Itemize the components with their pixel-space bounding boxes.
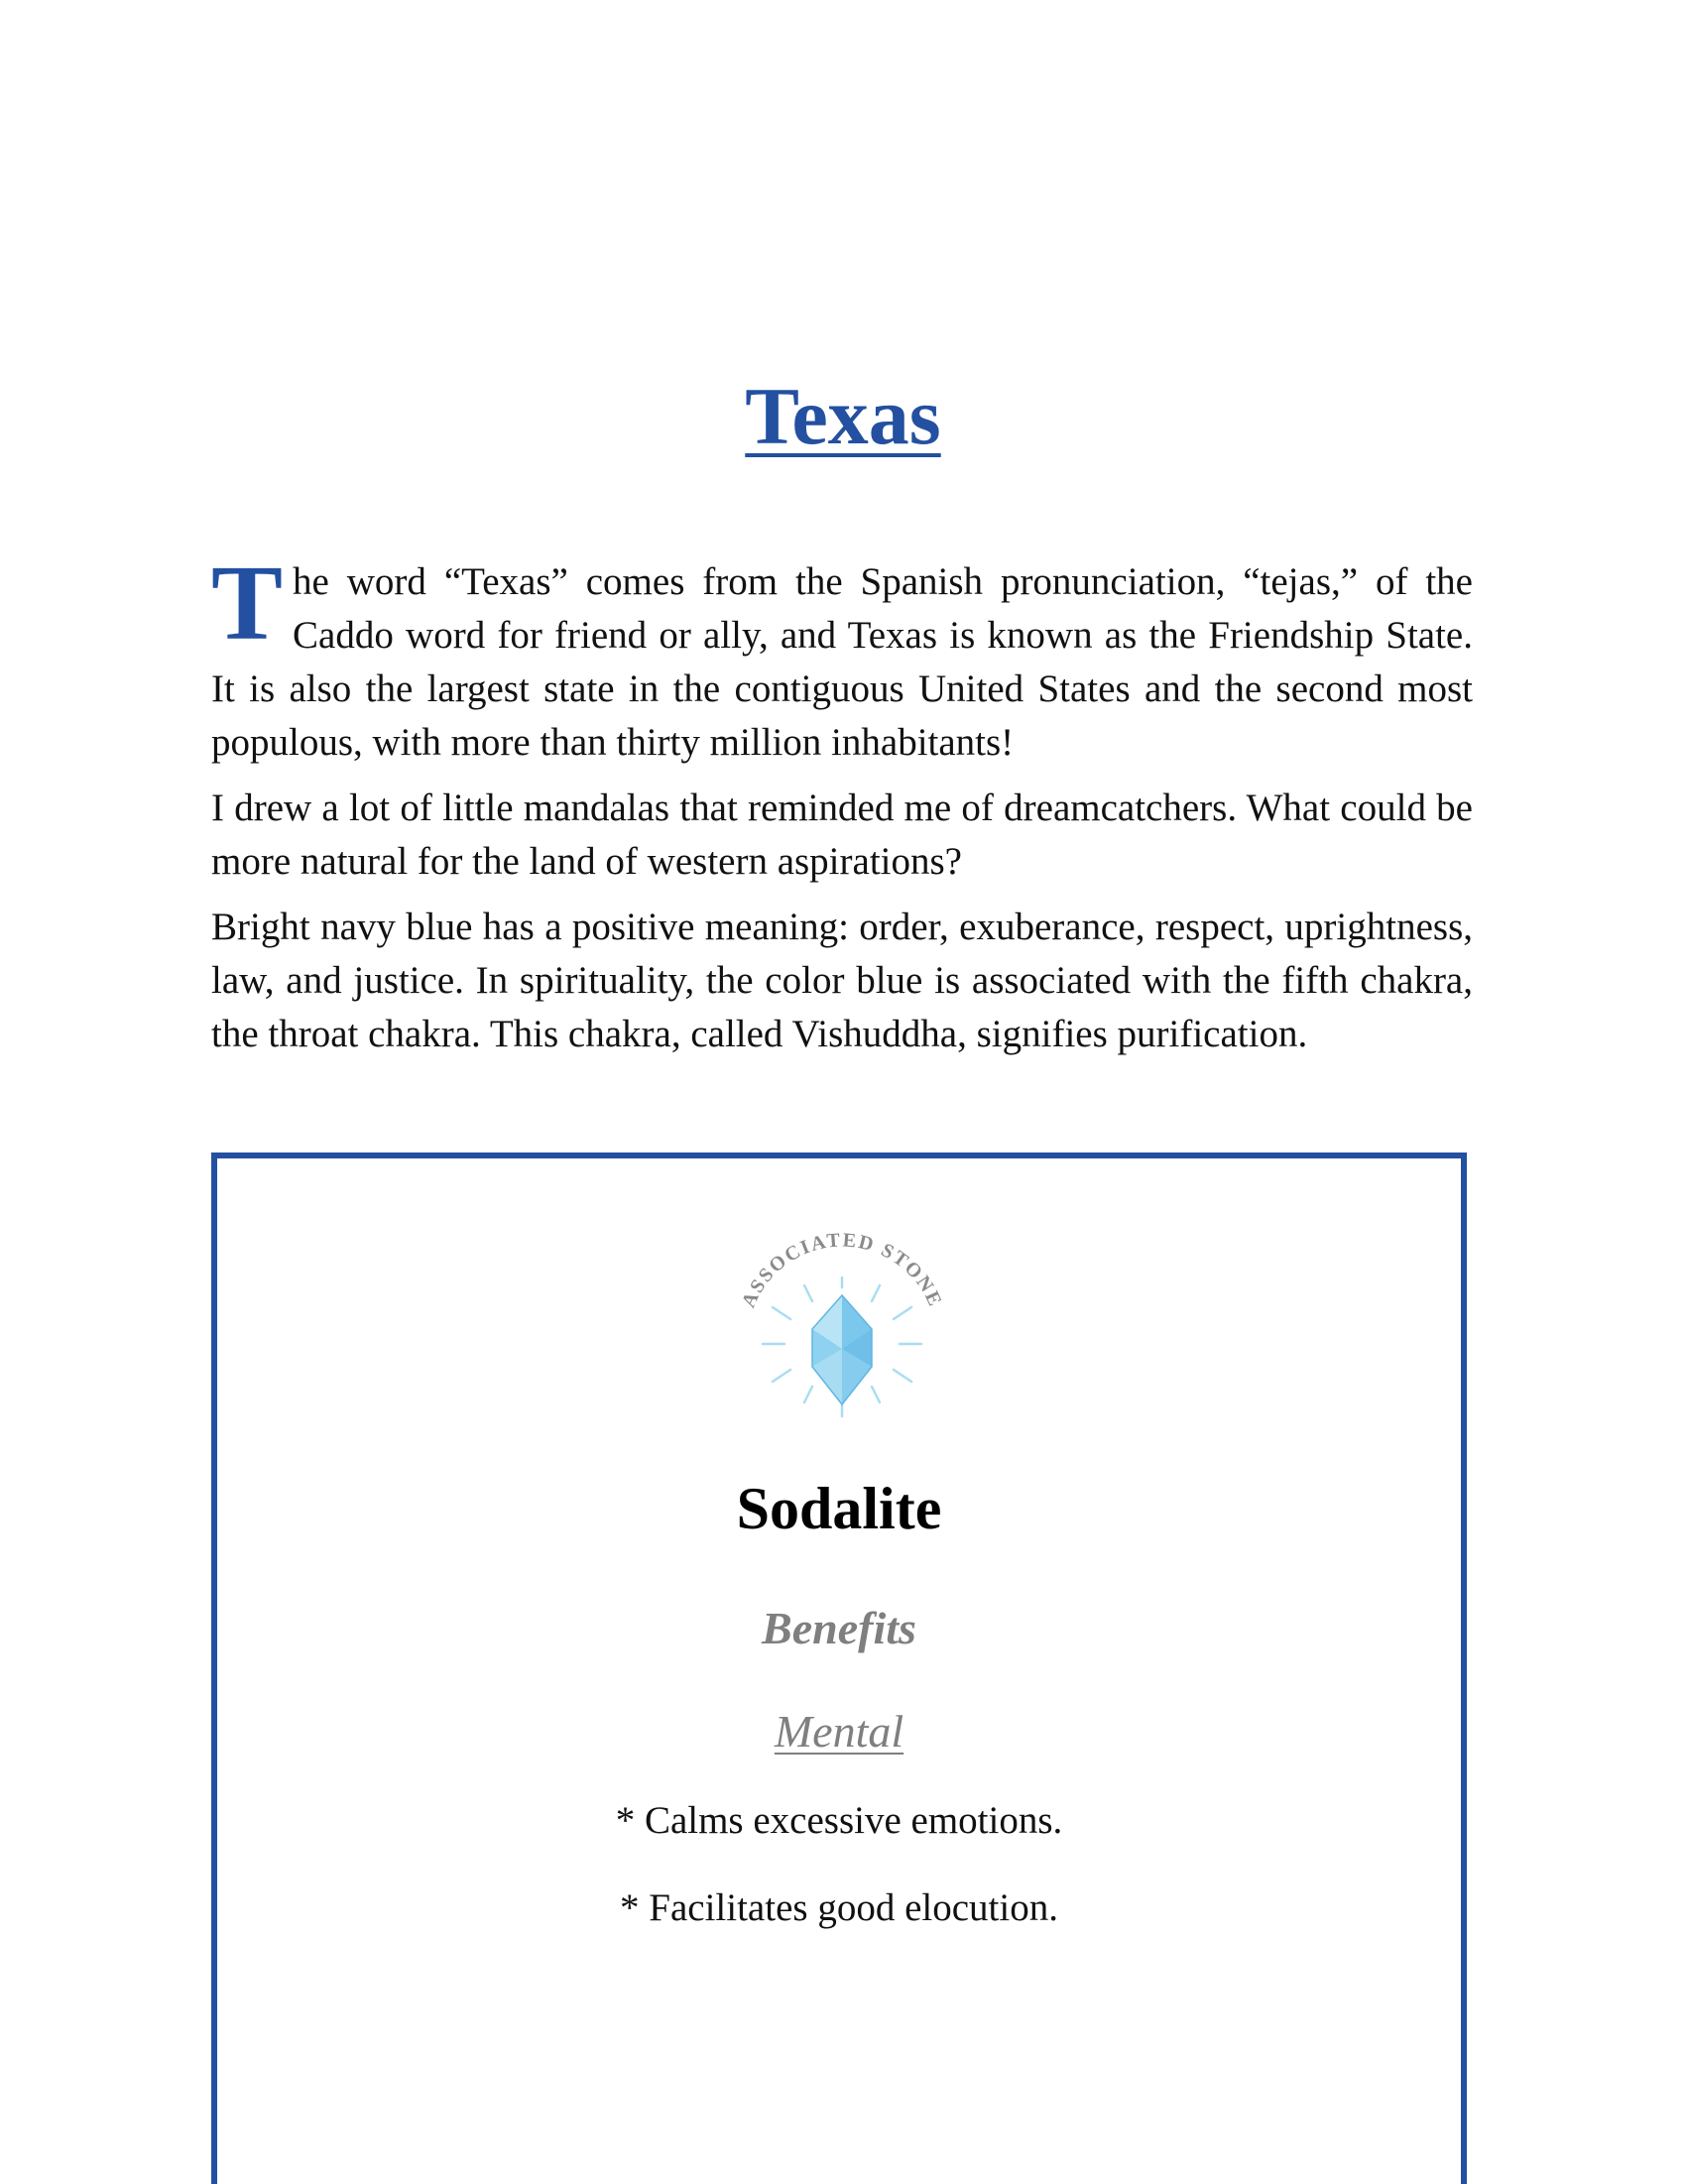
- drop-cap: T: [211, 545, 284, 663]
- intro-paragraph-2: I drew a lot of little mandalas that reminded me of dreamcatchers. What could be more natural for the land of western aspirations?: [211, 787, 1473, 883]
- logo-arc-textpath: ASSOCIATED STONE: [737, 1229, 947, 1311]
- stone-name: Sodalite: [736, 1476, 942, 1541]
- associated-stone-logo: [733, 1228, 951, 1426]
- page-title: Texas: [745, 371, 941, 461]
- benefit-item: * Calms excessive emotions.: [615, 1799, 1063, 1842]
- crystal-icon: [812, 1295, 872, 1404]
- benefits-heading: Benefits: [762, 1603, 916, 1653]
- intro-paragraph-1: [211, 545, 1473, 770]
- associated-stone-box: [211, 1153, 1467, 2184]
- mental-heading: Mental: [774, 1706, 904, 1757]
- intro-text: [211, 545, 1473, 1073]
- benefit-item: * Facilitates good elocution.: [620, 1886, 1058, 1929]
- intro-paragraph-3: Bright navy blue has a positive meaning: order, exuberance, respect, uprightness, law, and justice. In spirituality, the color blue is associated with the fifth chakra, the throat chakra. This chakra, called Vishuddha, signifies purification.: [211, 906, 1473, 1055]
- intro-paragraph-1-text: he word “Texas” comes from the Spanish pronunciation, “tejas,” of the Caddo word for friend or ally, and Texas is known as the Friendship State. It is also the largest state in the contiguous United States and the second most populous, with more than thirty million inhabitants!: [211, 560, 1473, 764]
